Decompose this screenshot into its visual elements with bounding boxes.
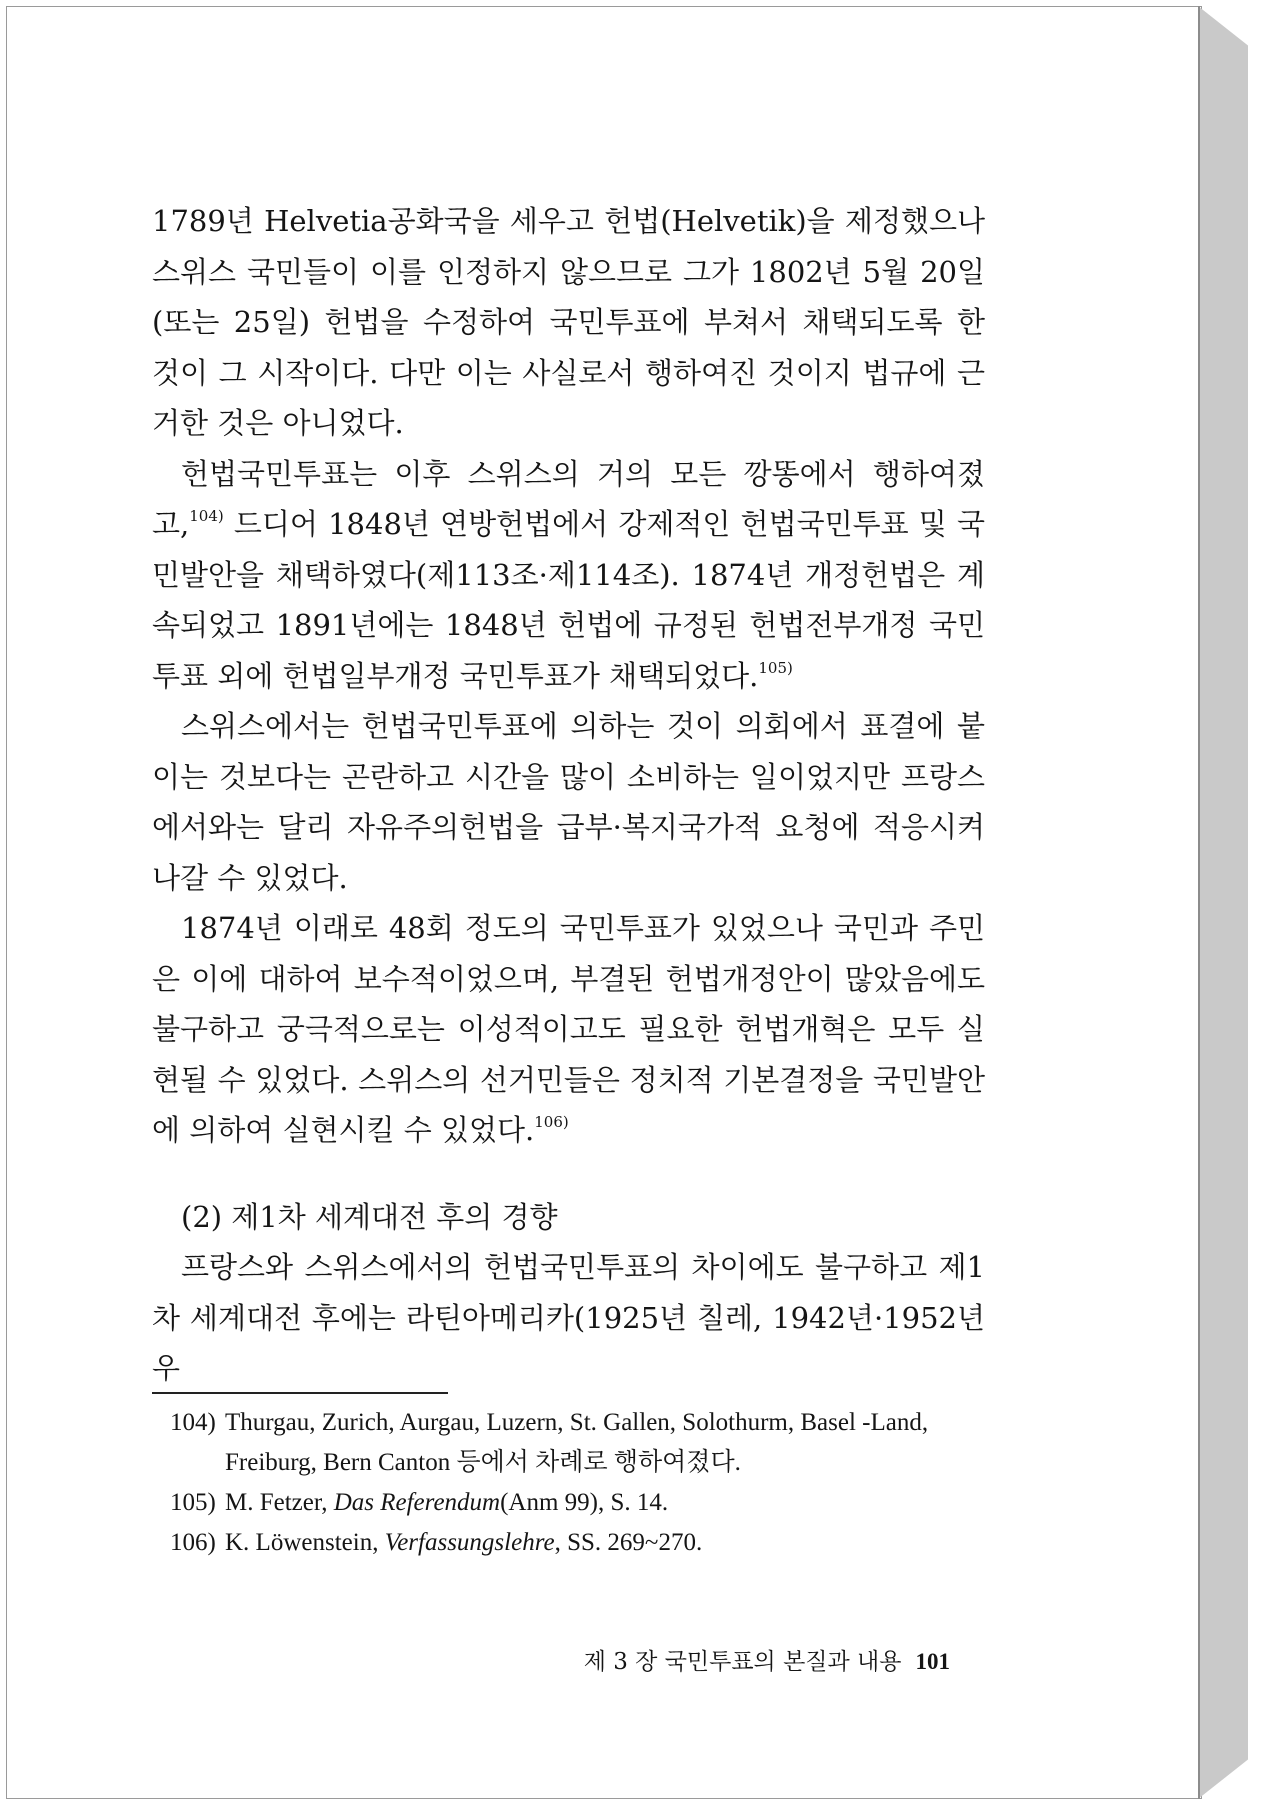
section-heading: (2) 제1차 세계대전 후의 경향 [181,1200,558,1234]
paragraph-4 [152,903,985,1156]
footnote-work-title: Verfassungslehre [384,1529,555,1556]
footnote-text: Thurgau, Zurich, Aurgau, Luzern, St. Gallen, Solothurm, Basel -Land, Freiburg, Bern Canton 등에서 차례로 행하여졌다. [225,1409,929,1476]
paragraph-2 [152,449,985,702]
footnote-number: 106) [170,1529,216,1556]
section-paragraph-1: 프랑스와 스위스에서의 헌법국민투표의 차이에도 불구하고 제1차 세계대전 후에는 라틴아메리카(1925년 칠레, 1942년·1952년 우 [152,1250,985,1385]
footnote-locator: (Anm 99), S. 14. [500,1489,669,1516]
paragraph-3: 스위스에서는 헌법국민투표에 의하는 것이 의회에서 표결에 붙이는 것보다는 곤란하고 시간을 많이 소비하는 일이었지만 프랑스에서와는 달리 자유주의헌법을 급부·복지국가적 요청에 적응시켜 나갈 수 있었다. [152,709,985,895]
paragraph-1: 1789년 Helvetia공화국을 세우고 헌법(Helvetik)을 제정했으나 스위스 국민들이 이를 인정하지 않으므로 그가 1802년 5월 20일(또는 25일) 헌법을 수정하여 국민투표에 부쳐서 채택되도록 한 것이 그 시작이다. 다만 이는 사실로서 행하여진 것이지 법규에 근거한 것은 아니었다. [152,204,985,440]
paragraph-4-text: 1874년 이래로 48회 정도의 국민투표가 있었으나 국민과 주민은 이에 대하여 보수적이었으며, 부결된 헌법개정안이 많았음에도 불구하고 궁극적으로는 이성적이고도 필요한 헌법개혁은 모두 실현될 수 있었다. 스위스의 선거민들은 정치적 기본결정을 국민발안에 의하여 실현시킬 수 있었다. [152,911,985,1147]
page-side-edge [1198,6,1248,1799]
section-text [152,1242,985,1394]
footnote-number: 105) [170,1489,216,1516]
footnote-ref-104: 104) [189,507,224,525]
footnote-work-title: Das Referendum [333,1489,501,1516]
footnote-author: M. Fetzer, [225,1489,334,1516]
footnote-locator: , SS. 269~270. [554,1529,703,1556]
footnote-104 [170,1403,985,1483]
chapter-title: 제 3 장 국민투표의 본질과 내용 [583,1649,902,1675]
main-text [152,196,985,1156]
running-footer [530,1644,950,1680]
paragraph-2-part-a: 헌법국민투표는 이후 스위스의 거의 모든 깡똥에서 행하여졌고, [152,456,985,541]
footnote-author: K. Löwenstein, [225,1529,385,1556]
footnote-divider [152,1392,448,1394]
footnote-ref-105: 105) [758,658,793,677]
paragraph-2-part-b: 드디어 1848년 연방헌법에서 강제적인 헌법국민투표 및 국민발안을 채택하였다(제113조·제114조). 1874년 개정헌법은 계속되었고 1891년에는 1848년 헌법에 규정된 헌법전부개정 국민투표 외에 헌법일부개정 국민투표가 채택되었다. [152,507,985,693]
footnote-ref-106: 106) [534,1113,569,1131]
footnote-105 [170,1483,985,1523]
footnote-number: 104) [170,1409,216,1436]
page-edge-line [1198,6,1200,1799]
footnote-106 [170,1523,985,1563]
footnotes [170,1403,985,1563]
page-number: 101 [915,1649,950,1674]
